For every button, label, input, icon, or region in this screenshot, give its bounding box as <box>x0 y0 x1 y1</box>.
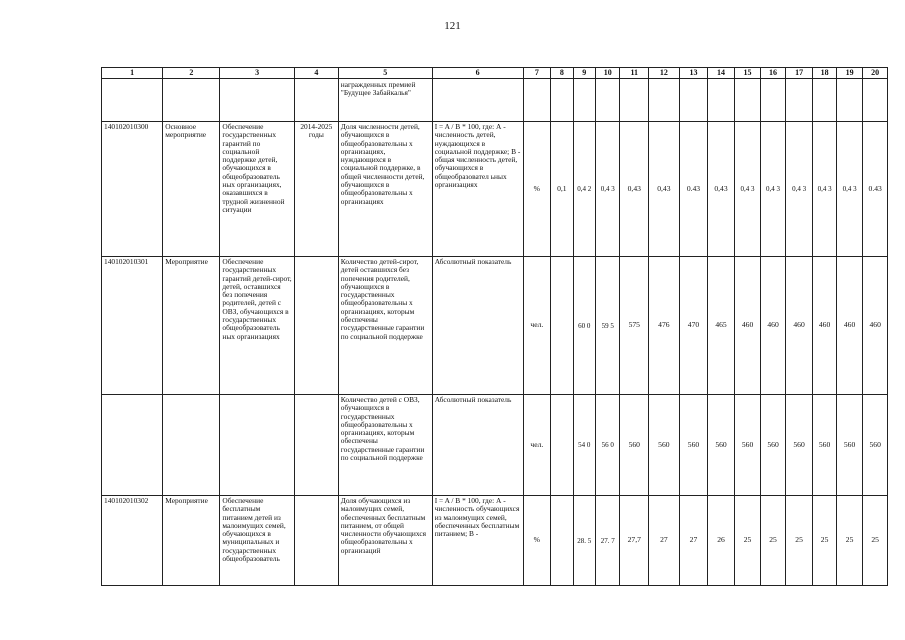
row-value: 25 <box>761 496 785 586</box>
row-value: 0,4 3 <box>734 122 761 257</box>
row-value: 27,7 <box>620 496 649 586</box>
row-value: 460 <box>813 257 836 395</box>
row-value: 56 0 <box>596 395 620 496</box>
row-value: 560 <box>708 395 735 496</box>
cell-empty <box>551 79 573 122</box>
row-value: 27 <box>649 496 680 586</box>
header-cell: 17 <box>785 68 813 79</box>
row-value: 0,4 3 <box>761 122 785 257</box>
row-value: 26 <box>708 496 735 586</box>
header-cell: 19 <box>836 68 863 79</box>
row-period: 2014-2025 годы <box>294 122 338 257</box>
header-cell: 15 <box>734 68 761 79</box>
cell-empty <box>432 79 523 122</box>
row-value: 470 <box>679 257 708 395</box>
row-value: 575 <box>620 257 649 395</box>
header-cell: 11 <box>620 68 649 79</box>
row-value: 560 <box>761 395 785 496</box>
row-indicator: Доля обучающихся из малоимущих семей, обеспеченных бесплатным питанием, от общей численности обучающихся общеобразовательны х организаций <box>338 496 432 586</box>
row-code: 140102010300 <box>102 122 163 257</box>
header-cell: 18 <box>813 68 836 79</box>
cell-empty <box>523 79 551 122</box>
row-formula: Абсолютный показатель <box>432 257 523 395</box>
fragment-indicator: награжденных премией "Будущее Забайкалья" <box>338 79 432 122</box>
row-formula: I = A / B * 100, где: А - численность обучающихся из малоимущих семей, обеспеченных бесплатным питанием; В - <box>432 496 523 586</box>
header-cell: 14 <box>708 68 735 79</box>
row-period <box>294 257 338 395</box>
row-unit: % <box>523 496 551 586</box>
row-type <box>163 395 220 496</box>
row-unit: чел. <box>523 395 551 496</box>
cell-empty <box>294 79 338 122</box>
header-cell: 13 <box>679 68 708 79</box>
row-value: 460 <box>836 257 863 395</box>
cell-empty <box>620 79 649 122</box>
cell-empty <box>813 79 836 122</box>
header-cell: 8 <box>551 68 573 79</box>
row-value: 0,4 2 <box>573 122 595 257</box>
row-type: Мероприятие <box>163 496 220 586</box>
table-row <box>102 496 888 586</box>
row-value: 465 <box>708 257 735 395</box>
row-value: 560 <box>649 395 680 496</box>
header-cell: 6 <box>432 68 523 79</box>
row-name: Обеспечение государственных гарантий детей-сирот, детей, оставшихся без попечения родителей, детей с ОВЗ, обучающихся в государственных общеобразователь ных организациях <box>220 257 295 395</box>
cell-empty <box>734 79 761 122</box>
row-unit: чел. <box>523 257 551 395</box>
table-row <box>102 395 888 496</box>
row-indicator: Доля численности детей, обучающихся в общеобразовательны х организациях, нуждающихся в социальной поддержке, в общей численности детей, обучающихся в общеобразовательны х организациях <box>338 122 432 257</box>
header-cell: 20 <box>863 68 888 79</box>
row-value: 560 <box>620 395 649 496</box>
table-row-fragment <box>102 79 888 122</box>
row-value: 0,4 3 <box>785 122 813 257</box>
row-formula: I = A / B * 100, где: А - численность детей, нуждающихся в социальной поддержке; В - общая численность детей, обучающихся в общеобразовател ьных организациях <box>432 122 523 257</box>
header-cell: 2 <box>163 68 220 79</box>
row-type: Основное мероприятие <box>163 122 220 257</box>
cell-empty <box>863 79 888 122</box>
row-value: 0,4 3 <box>596 122 620 257</box>
row-value: 460 <box>761 257 785 395</box>
row-name: Обеспечение государственных гарантий по социальной поддержке детей, обучающихся в общеобразователь ных организациях, оказавшихся в трудной жизненной ситуации <box>220 122 295 257</box>
row-value: 460 <box>734 257 761 395</box>
row-formula: Абсолютный показатель <box>432 395 523 496</box>
cell-empty <box>220 79 295 122</box>
row-code: 140102010301 <box>102 257 163 395</box>
header-cell: 5 <box>338 68 432 79</box>
row-value: 59 5 <box>596 257 620 395</box>
row-type: Мероприятие <box>163 257 220 395</box>
table-row <box>102 257 888 395</box>
row-indicator: Количество детей-сирот, детей оставшихся без попечения родителей, обучающихся в государственных общеобразовательны х организациях, которым обеспечены государственные гарантии по социальной поддержке <box>338 257 432 395</box>
header-cell: 7 <box>523 68 551 79</box>
row-value: 560 <box>813 395 836 496</box>
cell-empty <box>163 79 220 122</box>
table-row <box>102 122 888 257</box>
row-value: 27 <box>679 496 708 586</box>
row-value: 25 <box>785 496 813 586</box>
indicators-table <box>101 67 888 586</box>
row-value: 560 <box>836 395 863 496</box>
row-period <box>294 395 338 496</box>
row-indicator: Количество детей с ОВЗ, обучающихся в государственных общеобразовательны х организациях, которым обеспечены государственные гарантии по социальной поддержке <box>338 395 432 496</box>
cell-empty <box>679 79 708 122</box>
cell-empty <box>836 79 863 122</box>
cell-empty <box>761 79 785 122</box>
header-cell: 3 <box>220 68 295 79</box>
header-cell: 9 <box>573 68 595 79</box>
row-value: 0.43 <box>679 122 708 257</box>
row-unit: % <box>523 122 551 257</box>
row-value: 28. 5 <box>573 496 595 586</box>
page-number: 121 <box>444 20 461 32</box>
row-value: 60 0 <box>573 257 595 395</box>
header-cell: 10 <box>596 68 620 79</box>
row-value: 27. 7 <box>596 496 620 586</box>
row-value: 25 <box>813 496 836 586</box>
header-cell: 4 <box>294 68 338 79</box>
row-value: 0,43 <box>620 122 649 257</box>
row-value: 560 <box>734 395 761 496</box>
header-row <box>102 68 888 79</box>
header-cell: 1 <box>102 68 163 79</box>
row-value: 25 <box>836 496 863 586</box>
row-value <box>551 257 573 395</box>
row-value: 560 <box>863 395 888 496</box>
cell-empty <box>596 79 620 122</box>
row-value: 476 <box>649 257 680 395</box>
cell-empty <box>649 79 680 122</box>
row-period <box>294 496 338 586</box>
cell-empty <box>573 79 595 122</box>
row-value: 460 <box>785 257 813 395</box>
row-name: Обеспечение бесплатным питанием детей из малоимущих семей, обучающихся в муниципальных и государственных общеобразователь <box>220 496 295 586</box>
row-value: 25 <box>863 496 888 586</box>
cell-empty <box>102 79 163 122</box>
row-value: 0.43 <box>863 122 888 257</box>
row-value: 0,43 <box>649 122 680 257</box>
row-value <box>551 395 573 496</box>
row-value: 25 <box>734 496 761 586</box>
row-value: 0,4 3 <box>836 122 863 257</box>
row-value: 0,43 <box>708 122 735 257</box>
row-code <box>102 395 163 496</box>
header-cell: 16 <box>761 68 785 79</box>
cell-empty <box>708 79 735 122</box>
row-value: 54 0 <box>573 395 595 496</box>
header-cell: 12 <box>649 68 680 79</box>
row-value: 0,1 <box>551 122 573 257</box>
row-code: 140102010302 <box>102 496 163 586</box>
row-value <box>551 496 573 586</box>
row-name <box>220 395 295 496</box>
row-value: 560 <box>785 395 813 496</box>
row-value: 0,4 3 <box>813 122 836 257</box>
row-value: 560 <box>679 395 708 496</box>
cell-empty <box>785 79 813 122</box>
row-value: 460 <box>863 257 888 395</box>
